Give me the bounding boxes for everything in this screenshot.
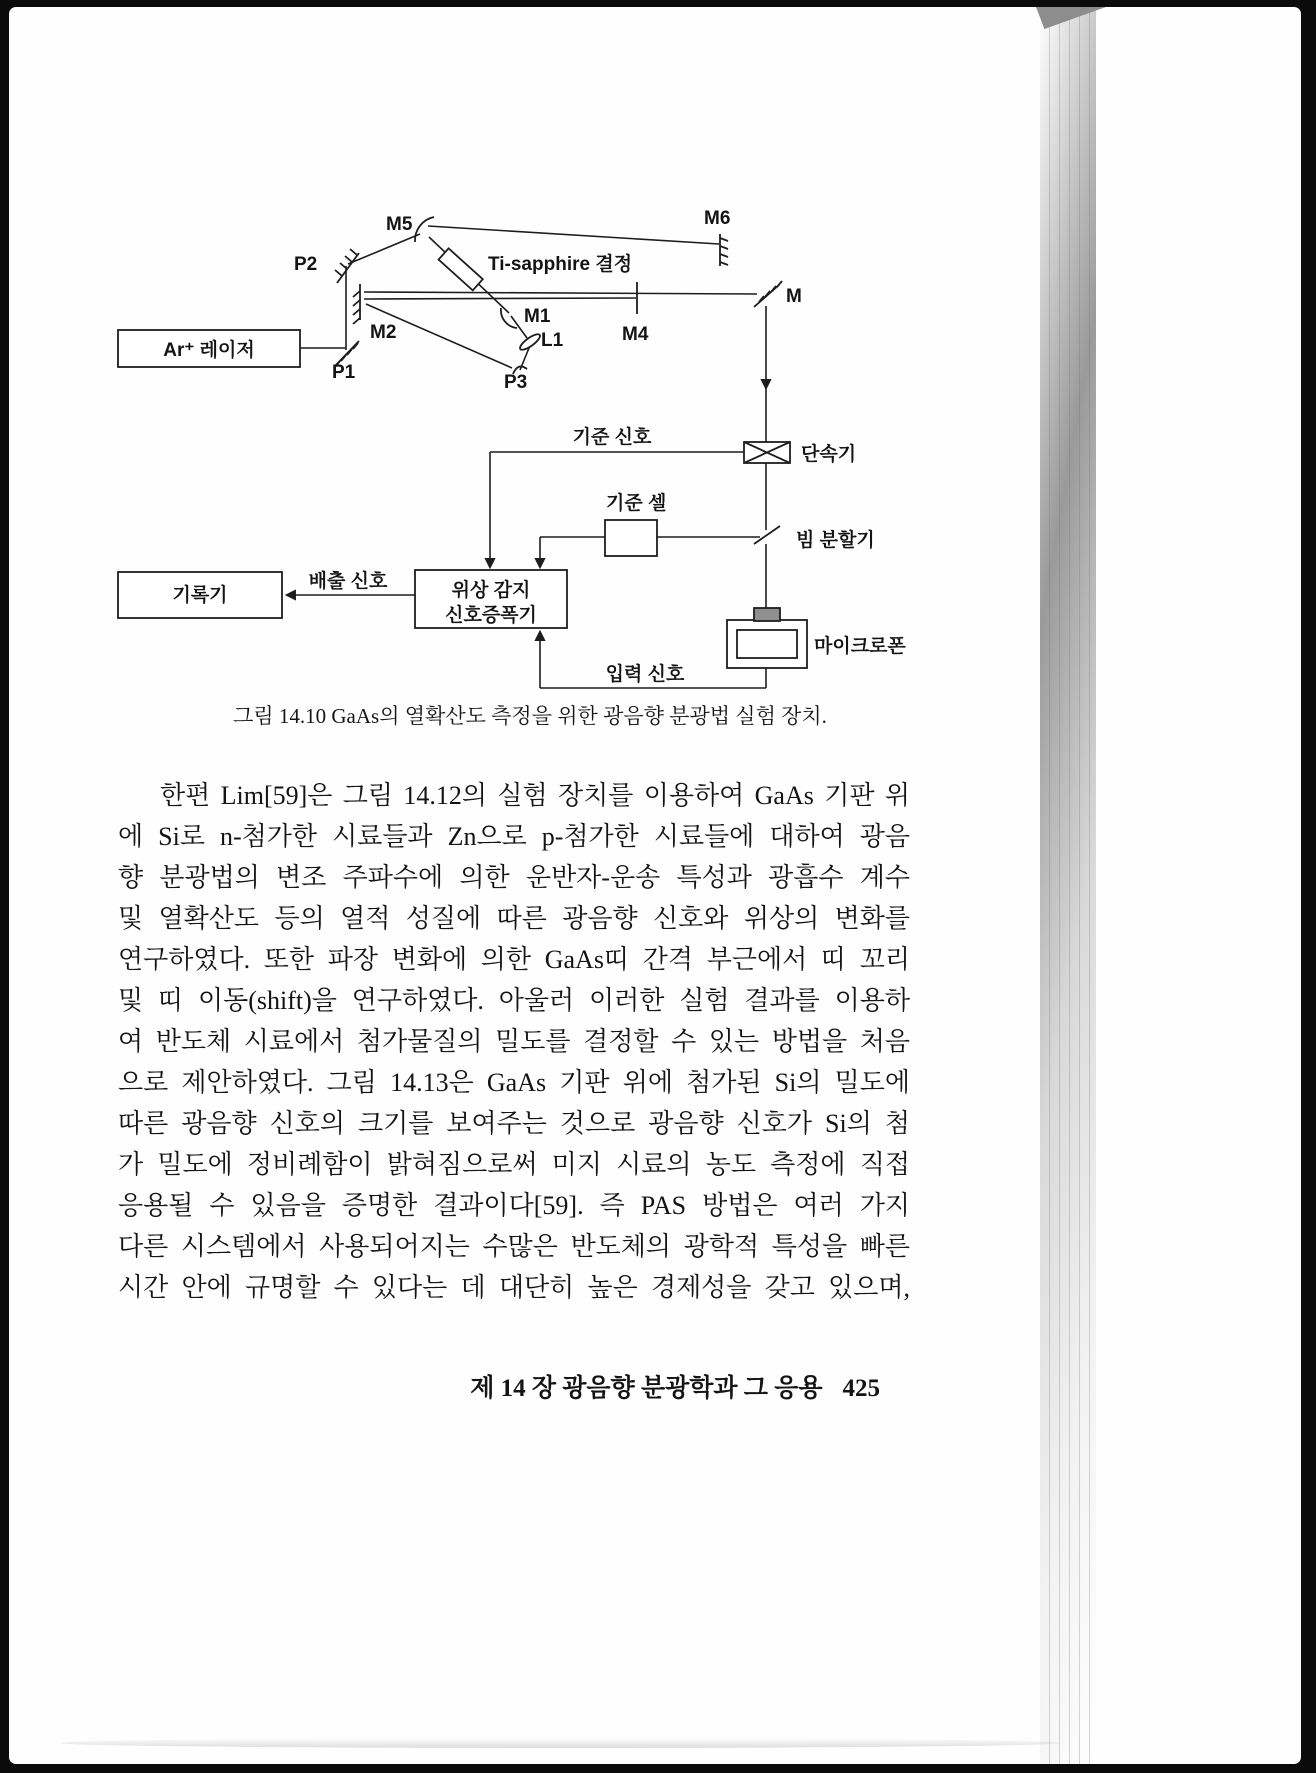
body-line: 따른 광음향 신호의 크기를 보여주는 것으로 광음향 신호가 Si의 첨 <box>118 1109 910 1138</box>
page-footer <box>118 1368 880 1404</box>
label-m6: M6 <box>704 208 731 229</box>
input-signal-label: 입력 신호 <box>605 664 685 685</box>
body-paragraph <box>118 775 910 1308</box>
page-number: 425 <box>842 1375 880 1402</box>
recorder-label: 기록기 <box>172 585 228 606</box>
body-line: 및 띠 이동(shift)을 연구하였다. 아울러 이러한 실험 결과를 이용하 <box>118 986 910 1015</box>
body-line: 연구하였다. 또한 파장 변화에 의한 GaAs띠 간격 부근에서 띠 꼬리 <box>118 945 910 974</box>
label-m4: M4 <box>622 324 649 345</box>
body-line: 여 반도체 시료에서 첨가물질의 밀도를 결정할 수 있는 방법을 처음 <box>118 1027 910 1056</box>
beam-splitter <box>754 526 780 544</box>
label-p2: P2 <box>294 254 318 275</box>
body-line: 가 밀도에 정비례함이 밝혀짐으로써 미지 시료의 농도 측정에 직접 <box>118 1150 910 1179</box>
reference-cell-label: 기준 셀 <box>606 493 667 514</box>
chopper-label: 단속기 <box>801 444 857 465</box>
amplifier-label-line1: 위상 감지 <box>451 580 531 601</box>
label-m2: M2 <box>370 322 397 343</box>
p2-mirror <box>335 249 359 283</box>
m2-mirror <box>353 284 360 324</box>
chapter-title: 제 14 장 광음향 분광학과 그 응용 <box>470 1375 823 1402</box>
ar-laser-label: Ar⁺ 레이저 <box>163 340 255 361</box>
body-line: 으로 제안하였다. 그림 14.13은 GaAs 기판 위에 첨가된 Si의 밀도에 <box>118 1068 910 1097</box>
body-line: 및 열확산도 등의 열적 성질에 따른 광음향 신호와 위상의 변화를 <box>118 904 910 933</box>
microphone-label: 마이크로폰 <box>814 636 906 657</box>
label-m: M <box>786 286 802 307</box>
body-line: 응용될 수 있음을 증명한 결과이다[59]. 즉 PAS 방법은 여러 가지 <box>118 1191 910 1220</box>
label-m1: M1 <box>524 306 551 327</box>
label-l1: L1 <box>541 330 564 351</box>
label-p3: P3 <box>504 372 528 393</box>
body-line: 에 Si로 n-첨가한 시료들과 Zn으로 p-첨가한 시료들에 대하여 광음 <box>118 822 910 851</box>
label-ti-sapphire: Ti-sapphire 결정 <box>488 254 633 275</box>
reference-cell-box <box>605 520 657 556</box>
page-bottom-shadow <box>60 1738 1060 1748</box>
figure-caption: 그림 14.10 GaAs의 열확산도 측정을 위한 광음향 분광법 실험 장치. <box>233 704 827 728</box>
microphone-cell <box>727 608 807 668</box>
experiment-setup-diagram <box>0 180 1100 710</box>
reference-signal-label: 기준 신호 <box>572 427 652 448</box>
beam-splitter-label: 빔 분할기 <box>796 530 875 551</box>
body-line: 향 분광법의 변조 주파수에 의한 운반자-운송 특성과 광흡수 계수 <box>118 863 910 892</box>
body-line: 시간 안에 규명할 수 있다는 데 대단히 높은 경제성을 갖고 있으며, <box>118 1273 910 1302</box>
ti-sapphire-crystal <box>439 248 483 290</box>
label-m5: M5 <box>386 214 413 235</box>
body-line: 한편 Lim[59]은 그림 14.12의 실험 장치를 이용하여 GaAs 기판 위 <box>160 781 910 810</box>
body-line: 다른 시스템에서 사용되어지는 수많은 반도체의 광학적 특성을 빠른 <box>118 1232 910 1261</box>
label-p1: P1 <box>332 362 356 383</box>
l1-lens <box>518 332 542 353</box>
m-mirror <box>754 281 782 307</box>
m1-curved-mirror <box>501 308 517 328</box>
output-signal-label: 배출 신호 <box>308 571 388 592</box>
m6-mirror <box>720 234 728 266</box>
chopper-box <box>744 442 790 463</box>
amplifier-label-line2: 신호증폭기 <box>445 605 537 626</box>
